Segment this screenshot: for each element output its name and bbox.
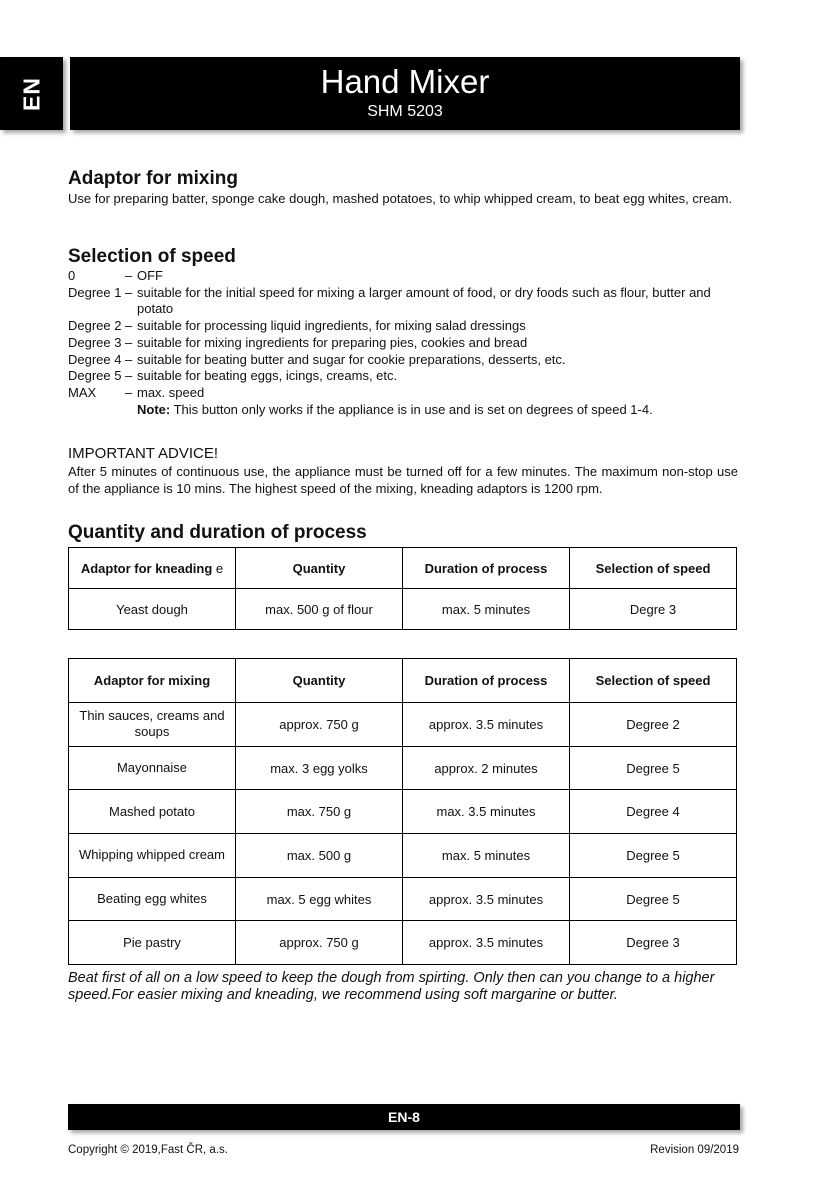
- table-cell: Whipping whipped cream: [69, 834, 236, 878]
- speed-dash: –: [125, 351, 133, 367]
- table-cell: max. 3.5 minutes: [403, 790, 570, 834]
- table-cell: max. 5 egg whites: [236, 877, 403, 921]
- table-header-cell: Duration of process: [403, 548, 570, 589]
- table-kneading-wrap: [68, 547, 738, 630]
- table-cell: approx. 2 minutes: [403, 746, 570, 790]
- section-quantity: [68, 522, 738, 544]
- speed-label: Degree 3: [68, 334, 122, 350]
- section-speed-heading: Selection of speed: [68, 246, 236, 267]
- speed-row: [68, 385, 738, 402]
- speed-dash: –: [125, 318, 133, 334]
- speed-text: OFF: [137, 268, 163, 283]
- table-cell: Degree 5: [570, 877, 737, 921]
- note-text: This button only works if the appliance is in use and is set on degrees of speed 1-4.: [170, 401, 653, 417]
- table-cell: max. 5 minutes: [403, 589, 570, 630]
- table-cell: Yeast dough: [69, 589, 236, 630]
- footnote-text: Beat first of all on a low speed to keep the dough from spirting. Only then can you change to a higher speed.For easier mixing and kneading, we recommend using soft margarine or butter.: [68, 970, 715, 1003]
- page-number: EN-8: [388, 1109, 420, 1125]
- table-cell: approx. 3.5 minutes: [403, 921, 570, 965]
- speed-dash: –: [125, 268, 133, 283]
- speed-label: Degree 1: [68, 284, 122, 300]
- table-cell: Mashed potato: [69, 790, 236, 834]
- table-row: [69, 790, 737, 834]
- section-speed: [68, 246, 738, 418]
- speed-row: [68, 368, 738, 385]
- copyright-text: Copyright © 2019,Fast ČR, a.s.: [68, 1144, 228, 1156]
- table-header-cell: Adaptor for kneading e: [69, 548, 236, 589]
- table-mixing: [68, 658, 737, 965]
- table-header-cell: Quantity: [236, 548, 403, 589]
- speed-dash: –: [125, 368, 133, 384]
- document-title: Hand Mixer: [320, 63, 490, 100]
- table-row: [69, 877, 737, 921]
- language-tab: [0, 57, 63, 130]
- advice-heading: IMPORTANT ADVICE!: [68, 445, 219, 462]
- section-advice: [68, 445, 738, 497]
- section-quantity-heading: Quantity and duration of process: [68, 522, 367, 543]
- table-cell: approx. 750 g: [236, 703, 403, 747]
- speed-label: 0: [68, 268, 76, 283]
- table-cell: Degre 3: [570, 589, 737, 630]
- table-cell: approx. 750 g: [236, 921, 403, 965]
- table-cell: Beating egg whites: [69, 877, 236, 921]
- speed-dash: –: [125, 284, 133, 300]
- table-cell: max. 5 minutes: [403, 834, 570, 878]
- title-bar: [70, 57, 740, 130]
- section-mixing-text: Use for preparing batter, sponge cake dough, mashed potatoes, to whip whipped cream, to beat egg whites, cream.: [68, 191, 733, 206]
- table-header-row: [69, 659, 737, 703]
- speed-text: suitable for mixing ingredients for preparing pies, cookies and bread: [137, 334, 528, 350]
- speed-text: suitable for processing liquid ingredients, for mixing salad dressings: [137, 318, 526, 334]
- table-header-cell: Selection of speed: [570, 548, 737, 589]
- table-header-cell: Duration of process: [403, 659, 570, 703]
- speed-label: Degree 2: [68, 318, 122, 334]
- language-label: EN: [18, 76, 44, 111]
- speed-row: [68, 318, 738, 335]
- table-header-cell: Selection of speed: [570, 659, 737, 703]
- table-cell: Degree 2: [570, 703, 737, 747]
- advice-text: After 5 minutes of continuous use, the appliance must be turned off for a few minutes. The maximum non-stop use of the appliance is 10 mins. The highest speed of the mixing, kneading adaptors is 1200 rpm.: [68, 464, 738, 496]
- table-cell: Degree 5: [570, 746, 737, 790]
- speed-row: [68, 268, 738, 285]
- speed-label: MAX: [68, 384, 97, 400]
- speed-dash: –: [125, 334, 133, 350]
- speed-row: [68, 352, 738, 369]
- table-row: [69, 703, 737, 747]
- table-cell: max. 3 egg yolks: [236, 746, 403, 790]
- speed-label: Degree 4: [68, 351, 122, 367]
- note-label: Note:: [137, 401, 171, 417]
- table-cell: approx. 3.5 minutes: [403, 703, 570, 747]
- speed-text: suitable for beating butter and sugar for cookie preparations, desserts, etc.: [137, 351, 566, 367]
- speed-text: suitable for the initial speed for mixing a larger amount of food, or dry foods such as flour, butter and potato: [137, 284, 711, 317]
- section-mixing-heading: Adaptor for mixing: [68, 168, 238, 189]
- table-cell: Degree 3: [570, 921, 737, 965]
- speed-dash: –: [125, 384, 133, 400]
- revision-text: Revision 09/2019: [650, 1144, 739, 1156]
- footnote-wrap: [68, 970, 738, 1004]
- table-cell: Pie pastry: [69, 921, 236, 965]
- speed-label: Degree 5: [68, 368, 122, 384]
- model-number: SHM 5203: [367, 103, 443, 120]
- table-cell: Mayonnaise: [69, 746, 236, 790]
- table-row: [69, 589, 737, 630]
- section-mixing: [68, 168, 738, 207]
- table-cell: approx. 3.5 minutes: [403, 877, 570, 921]
- table-row: [69, 746, 737, 790]
- page-number-bar: [68, 1104, 740, 1130]
- table-header-cell: Adaptor for mixing: [69, 659, 236, 703]
- speed-note: [68, 402, 738, 419]
- speed-text: suitable for beating eggs, icings, creams, etc.: [137, 368, 398, 384]
- table-cell: Degree 4: [570, 790, 737, 834]
- table-row: [69, 921, 737, 965]
- table-cell: Thin sauces, creams and soups: [69, 703, 236, 747]
- speed-row: [68, 335, 738, 352]
- table-mixing-wrap: [68, 658, 738, 965]
- table-cell: Degree 5: [570, 834, 737, 878]
- table-cell: max. 750 g: [236, 790, 403, 834]
- table-cell: max. 500 g of flour: [236, 589, 403, 630]
- table-kneading: [68, 547, 737, 630]
- speed-row: [68, 285, 738, 318]
- table-row: [69, 834, 737, 878]
- speed-list: [68, 268, 738, 402]
- table-cell: max. 500 g: [236, 834, 403, 878]
- table-header-row: [69, 548, 737, 589]
- speed-text: max. speed: [137, 384, 205, 400]
- table-header-cell: Quantity: [236, 659, 403, 703]
